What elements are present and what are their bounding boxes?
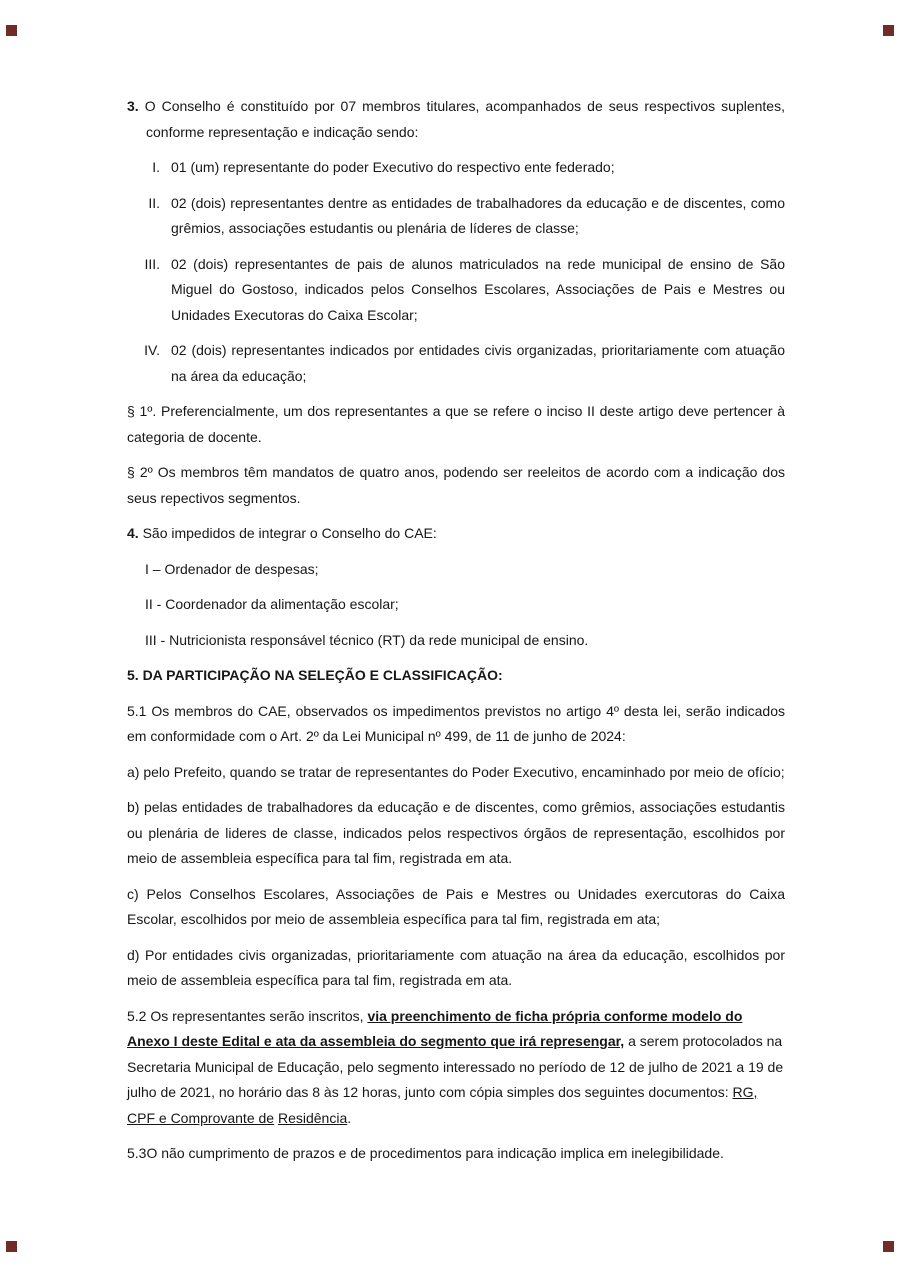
- roman-item-2-text: 02 (dois) representantes dentre as entidades de trabalhadores da educação e de discentes, como grêmios, associações estudantis ou plenária de líderes de classe;: [171, 194, 785, 236]
- roman-numeral-1: I.: [152, 159, 160, 175]
- article-3-paragraph: [127, 94, 785, 145]
- paragraph-1: § 1º. Preferencialmente, um dos representantes a que se refere o inciso II deste artigo deve pertencer à categoria de docente.: [127, 403, 785, 445]
- alinea-d: d) Por entidades civis organizadas, prioritariamente com atuação na área da educação, escolhidos por meio de assembleia específica para tal fim, registrada em ata.: [127, 946, 785, 988]
- clause-5-2-bold-underline: via preenchimento de ficha própria conforme modelo do Anexo I deste Edital e ata da assembleia do segmento que irá represengar,: [127, 1007, 743, 1049]
- corner-registration-mark-bottom-left: [6, 1241, 17, 1252]
- article-4-text: São impedidos de integrar o Conselho do CAE:: [138, 525, 437, 541]
- clause-5-2: [127, 1004, 785, 1132]
- alinea-a: [127, 760, 785, 786]
- clause-5-1: 5.1 Os membros do CAE, observados os impedimentos previstos no artigo 4º desta lei, serão indicados em conformidade com o Art. 2º da Lei Municipal nº 499, de 11 de junho de 2024:: [127, 702, 785, 744]
- corner-registration-mark-bottom-right: [883, 1241, 894, 1252]
- article-3-text: O Conselho é constituído por 07 membros titulares, acompanhados de seus respectivos suplentes, conforme representação e indicação sendo:: [138, 98, 785, 140]
- alinea-c: c) Pelos Conselhos Escolares, Associações de Pais e Mestres ou Unidades exercutoras do Caixa Escolar, escolhidos por meio de assembleia específica para tal fim, registrada em ata;: [127, 885, 785, 927]
- clause-5-2-underline-residence: Residência: [277, 1109, 348, 1126]
- corner-registration-mark-top-right: [883, 25, 894, 36]
- impediment-1: I – Ordenador de despesas;: [145, 560, 319, 577]
- roman-numeral-3: III.: [144, 255, 160, 272]
- roman-numeral-4: IV.: [144, 342, 160, 358]
- alinea-a-text: pelo Prefeito, quando se tratar de representantes do Poder Executivo, encaminhado por meio de ofício;: [139, 763, 785, 780]
- section-5-heading: 5. DA PARTICIPAÇÃO NA SELEÇÃO E CLASSIFICAÇÃO:: [127, 667, 503, 683]
- roman-item-4-text: 02 (dois) representantes indicados por entidades civis organizadas, prioritariamente com atuação na área da educação;: [171, 342, 785, 384]
- impediment-3: III - Nutricionista responsável técnico (RT) da rede municipal de ensino.: [145, 631, 589, 648]
- clause-5-3: 5.3O não cumprimento de prazos e de procedimentos para indicação implica em inelegibilidade.: [127, 1145, 724, 1161]
- article-4-number: 4.: [127, 525, 139, 541]
- clause-5-2-underline-docs: RG, CPF e Comprovante de: [127, 1084, 758, 1126]
- roman-item-4: [127, 338, 785, 389]
- roman-item-1-text: 01 (um) representante do poder Executivo do respectivo ente federado;: [171, 159, 615, 175]
- roman-item-2: [127, 191, 785, 242]
- alinea-a-label: a): [127, 763, 140, 780]
- corner-registration-mark-top-left: [6, 25, 17, 36]
- roman-item-3-text: 02 (dois) representantes de pais de alunos matriculados na rede municipal de ensino de São Miguel do Gostoso, indicados pelos Conselhos Escolares, Associações de Pais e Mestres ou Unidades Executoras do Caixa Escolar;: [171, 255, 785, 323]
- clause-5-2-middle: a serem protocolados na Secretaria Municipal de Educação, pelo segmento interessado no período de 12 de julho de 2021 a 19 de julho de 2021, no horário das 8 às 12 horas, junto com cópia simples dos seguintes documentos:: [127, 1033, 784, 1100]
- clause-5-2-prefix: 5.2 Os representantes serão inscritos,: [127, 1007, 368, 1024]
- roman-item-3: [127, 252, 785, 329]
- paragraph-2: § 2º Os membros têm mandatos de quatro anos, podendo ser reeleitos de acordo com a indicação dos seus repectivos segmentos.: [127, 464, 785, 506]
- clause-5-2-suffix: .: [347, 1109, 352, 1126]
- document-content: [127, 94, 785, 1177]
- roman-item-1: [127, 155, 785, 181]
- alinea-b: b) pelas entidades de trabalhadores da educação e de discentes, como grêmios, associações estudantis ou plenária de lideres de classe, indicados pelos respectivos órgãos de representação, escolhidos por meio de assembleia específica para tal fim, registrada em ata.: [127, 799, 785, 866]
- article-3-number: 3.: [127, 98, 139, 114]
- impediment-2: II - Coordenador da alimentação escolar;: [145, 596, 399, 612]
- roman-numeral-2: II.: [148, 194, 160, 211]
- article-4-paragraph: [127, 521, 785, 547]
